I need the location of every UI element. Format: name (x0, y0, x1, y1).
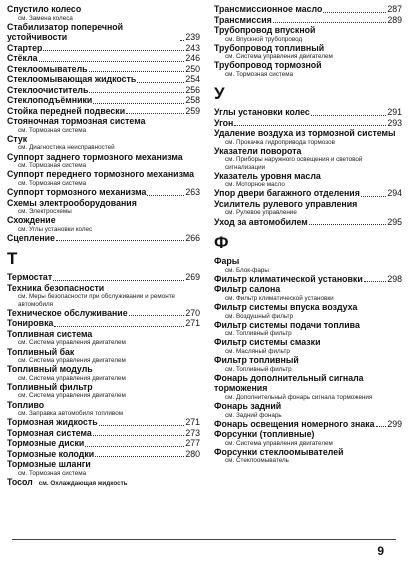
see-also-reference: см. Заправка автомобиля топливом (18, 410, 124, 418)
page-reference: 287 (387, 4, 402, 14)
index-term-line (214, 419, 402, 430)
section-letter: Ф (214, 233, 229, 253)
index-term: Форсунки стеклоомывателей (214, 446, 344, 457)
index-term-line (7, 272, 200, 283)
index-term-line (7, 459, 200, 470)
index-term-line (7, 74, 200, 85)
dot-leader (364, 281, 387, 282)
index-term-line (214, 43, 402, 54)
index-term: Стеклоподъёмники (7, 95, 93, 106)
index-term: Тормозные колодки (7, 448, 95, 459)
index-entry (7, 152, 200, 170)
index-term: Фильтр топливный (214, 355, 299, 366)
index-entry (7, 22, 200, 43)
index-term: Топливо (7, 399, 45, 410)
dot-leader (56, 240, 184, 241)
see-also-reference: см. Рулевое управление (225, 209, 297, 217)
index-term: Угон (214, 117, 234, 128)
index-term: Стеклоомыватель (7, 63, 88, 74)
index-term: Указатель уровня масла (214, 170, 321, 181)
index-term: Фонарь задний (214, 401, 282, 412)
index-term: Фильтр климатической установки (214, 273, 363, 284)
index-term-line (7, 233, 200, 244)
index-entry (7, 382, 200, 400)
index-entry (7, 187, 200, 198)
index-entry (214, 320, 402, 338)
index-entry (7, 198, 200, 216)
index-term: Стеклоочиститель (7, 84, 89, 95)
page-reference: 273 (185, 427, 200, 438)
index-entry (7, 116, 200, 134)
index-term: Топливный модуль (7, 364, 93, 375)
index-entry (214, 274, 402, 285)
see-also-reference: см. Замена колеса (18, 14, 73, 22)
index-term: Трансмиссионное масло (214, 4, 323, 14)
page-reference: 270 (185, 307, 200, 318)
index-term-line (7, 4, 200, 15)
dot-leader (376, 426, 387, 427)
index-term: Фильтр системы смазки (214, 337, 321, 348)
page-reference: 256 (185, 84, 200, 95)
index-term: Трансмиссия (214, 14, 272, 25)
index-term-line (7, 134, 200, 145)
index-entry (214, 217, 402, 228)
index-entry (7, 215, 200, 233)
index-term-line (7, 347, 200, 358)
page-reference: 291 (387, 107, 402, 118)
index-entry (214, 447, 402, 465)
index-term-line (7, 417, 200, 428)
index-term: Термостат (7, 272, 53, 283)
dot-leader (147, 195, 184, 196)
see-also-reference: см. Воздушный фильтр (225, 312, 294, 320)
see-also-reference: см. Тормозная система (18, 126, 87, 134)
dot-leader (234, 125, 386, 126)
dot-leader (95, 456, 184, 457)
page-reference: 243 (185, 42, 200, 53)
index-entry (7, 283, 200, 308)
index-term: Удаление воздуха из тормозной системы (214, 128, 396, 139)
index-entry (7, 43, 200, 54)
index-term: Указатели поворота (214, 145, 302, 156)
index-entry (7, 428, 200, 439)
index-term: Фильтр салона (214, 284, 281, 295)
index-entry (214, 256, 402, 274)
dot-leader (309, 224, 387, 225)
index-term-line (7, 22, 200, 43)
index-entry (7, 85, 200, 96)
index-term: Тормозные шланги (7, 459, 91, 470)
index-term: Топливный фильтр (7, 381, 93, 392)
page-reference: 258 (185, 95, 200, 106)
see-also-reference: см. Система управления двигателем (18, 392, 126, 400)
index-term-line (214, 15, 402, 26)
page-reference: 239 (185, 32, 200, 43)
page-reference: 280 (185, 448, 200, 459)
index-term-line (7, 116, 200, 127)
see-also-reference: см. Система управления двигателем (225, 53, 333, 61)
page-reference: 299 (387, 418, 402, 429)
index-term: Фонарь освещения номерного знака (214, 418, 375, 429)
index-entry (7, 459, 200, 477)
index-term: Тосол (7, 477, 33, 488)
dot-leader (273, 22, 387, 23)
index-term: Тормозная жидкость (7, 417, 98, 428)
index-term-line (214, 320, 402, 331)
see-also-reference: см. Приборы наружного освещения и световой сигнализации (225, 156, 363, 171)
see-also-reference: см. Система управления двигателем (18, 374, 126, 382)
index-term-line (7, 329, 200, 340)
see-also-reference: см. Система управления двигателем (18, 357, 126, 365)
see-also-reference: см. Впускной трубопровод (225, 35, 303, 43)
index-term-line (7, 428, 200, 439)
index-term-line (214, 199, 402, 210)
page-reference: 259 (185, 105, 200, 116)
index-entry (214, 284, 402, 302)
see-also-reference: см. Система управления двигателем (225, 439, 333, 447)
index-term: Фильтр системы подачи топлива (214, 319, 360, 330)
see-also-reference: см. Тормозная система (18, 469, 87, 477)
see-also-reference: см. Топливный фильтр (225, 330, 292, 338)
dot-leader (129, 315, 185, 316)
see-also-reference: см. Стеклоомыватель (225, 457, 289, 465)
index-term-line (214, 447, 402, 458)
index-entry (7, 318, 200, 329)
page-reference: 271 (185, 318, 200, 329)
dot-leader (39, 61, 185, 62)
index-entry (214, 199, 402, 217)
index-term-line (7, 152, 200, 163)
see-also-reference: см. Масляный фильтр (225, 347, 290, 355)
index-term-line (214, 429, 402, 440)
index-term-line (7, 308, 200, 319)
index-entry (7, 134, 200, 152)
see-also-reference: см. Дополнительный фонарь сигнала торможения (225, 393, 373, 401)
index-entry (214, 419, 402, 430)
index-term: Суппорт переднего тормозного механизма (7, 169, 195, 180)
index-term: Сцепление (7, 232, 55, 243)
index-term-line (7, 382, 200, 393)
index-term-line (7, 53, 200, 64)
page-reference: 298 (387, 273, 402, 284)
index-entry (7, 329, 200, 347)
index-term-line (214, 256, 402, 267)
see-also-reference: см. Блок-фары (225, 266, 269, 274)
index-term: Форсунки (топливные) (214, 429, 315, 440)
see-also-reference: см. Топливный фильтр (225, 365, 292, 373)
index-term-line (214, 128, 402, 139)
index-entry (214, 60, 402, 78)
index-term-line (7, 187, 200, 198)
index-entry (7, 438, 200, 449)
dot-leader (89, 71, 185, 72)
page-reference: 266 (185, 232, 200, 243)
index-term-line (214, 401, 402, 412)
see-also-reference: см. Фильтр климатической установки (225, 294, 334, 302)
index-term: Трубопровод впускной (214, 25, 316, 35)
index-entry (214, 43, 402, 61)
index-term-line (7, 64, 200, 75)
see-also-reference: см. Тормозная система (18, 162, 87, 170)
index-term-line (214, 146, 402, 157)
index-term-line (214, 107, 402, 118)
index-term-line (7, 283, 200, 294)
index-entry (7, 449, 200, 460)
see-also-reference: см. Тормозная система (225, 70, 294, 78)
index-term-line (214, 355, 402, 366)
index-term: Стук (7, 133, 28, 144)
index-term-line (214, 373, 402, 394)
page-reference: 250 (185, 63, 200, 74)
dot-leader (323, 12, 386, 13)
index-term: Схождение (7, 215, 56, 226)
index-term: Тормозные диски (7, 438, 85, 449)
index-entry (214, 25, 402, 43)
dot-leader (93, 103, 184, 104)
see-also-reference: см. Электросхемы (18, 208, 72, 216)
index-entry (214, 337, 402, 355)
index-entry (7, 364, 200, 382)
index-term: Упор двери багажного отделения (214, 188, 360, 199)
section-letter: Т (7, 249, 18, 269)
index-term-line (214, 171, 402, 182)
index-term-line (214, 60, 402, 71)
index-entry (214, 171, 402, 189)
index-term: Суппорт заднего тормозного механизма (7, 151, 183, 162)
dot-leader (89, 92, 184, 93)
index-term-line (7, 477, 200, 488)
index-entry (7, 417, 200, 428)
index-term: Топливная система (7, 328, 93, 339)
index-term-line (7, 449, 200, 460)
index-term-line (214, 337, 402, 348)
index-term: Техника безопасности (7, 282, 105, 293)
page-reference: 277 (185, 438, 200, 449)
index-entry (7, 169, 200, 187)
index-term-line (214, 25, 402, 36)
see-also-reference: см. Диагностика неисправностей (18, 144, 115, 152)
index-term-line (214, 188, 402, 199)
index-term: Усилитель рулевого управления (214, 198, 358, 209)
index-entry (7, 106, 200, 117)
index-term: Стеклоомывающая жидкость (7, 74, 137, 85)
footer-divider (12, 539, 396, 540)
index-term-line (214, 118, 402, 129)
index-entry (214, 355, 402, 373)
index-term: Схемы электрооборудования (7, 197, 137, 208)
page-reference: 295 (387, 216, 402, 227)
index-entry (214, 107, 402, 118)
index-term-line (214, 274, 402, 285)
index-column-right (214, 4, 402, 465)
index-entry (7, 4, 200, 22)
dot-leader (53, 280, 184, 281)
dot-leader (180, 40, 184, 41)
page-reference: 293 (387, 117, 402, 128)
index-entry (214, 188, 402, 199)
dot-leader (361, 196, 386, 197)
index-term: Тормозная система (7, 427, 92, 438)
see-also-reference: см. Моторное масло (225, 181, 285, 189)
index-term-line (7, 438, 200, 449)
page-reference: 294 (387, 188, 402, 199)
index-term: Трубопровод топливный (214, 42, 325, 53)
dot-leader (93, 435, 184, 436)
index-entry (7, 272, 200, 283)
see-also-reference: см. Охлаждающая жидкость (38, 480, 128, 488)
index-term: Уход за автомобилем (214, 216, 308, 227)
index-term: Техническое обслуживание (7, 307, 128, 318)
see-also-reference: см. Меры безопасности при обслуживании и ремонте автомобиля (18, 293, 176, 308)
dot-leader (311, 115, 386, 116)
section-letter: У (214, 84, 225, 104)
index-column-left (7, 4, 200, 488)
index-term-line (7, 364, 200, 375)
index-term: Фильтр системы впуска воздуха (214, 302, 358, 313)
index-term-line (214, 284, 402, 295)
index-entry (214, 4, 402, 15)
index-entry (7, 347, 200, 365)
dot-leader (43, 50, 184, 51)
index-term: Тонировка (7, 318, 54, 329)
see-also-reference: см. Задний фонарь (225, 411, 282, 419)
index-entry (214, 118, 402, 129)
index-term: Стояночная тормозная система (7, 116, 146, 127)
index-term-line (7, 85, 200, 96)
dot-leader (85, 446, 184, 447)
index-term: Стёкла (7, 53, 38, 64)
index-term-line (7, 106, 200, 117)
index-term-line (7, 198, 200, 209)
index-term: Фары (214, 256, 240, 267)
page-reference: 246 (185, 53, 200, 64)
page-reference: 271 (185, 417, 200, 428)
index-entry (7, 95, 200, 106)
see-also-reference: см. Тормозная система (18, 179, 87, 187)
page-reference: 289 (387, 14, 402, 25)
dot-leader (137, 82, 184, 83)
see-also-reference: см. Система управления двигателем (18, 339, 126, 347)
index-term: Суппорт тормозного механизма (7, 187, 147, 198)
see-also-reference: см. Углы установки колес (18, 225, 93, 233)
page-number: 9 (377, 544, 384, 558)
index-term-line (7, 318, 200, 329)
index-term: Трубопровод тормозной (214, 60, 322, 71)
index-term: Спустило колесо (7, 4, 82, 14)
index-entry (7, 74, 200, 85)
index-entry (214, 302, 402, 320)
index-term-line (7, 43, 200, 54)
index-entry (214, 146, 402, 171)
index-entry (214, 15, 402, 26)
index-term-line (214, 217, 402, 228)
index-term: Стойка передней подвески (7, 105, 126, 116)
index-term: Топливный бак (7, 346, 75, 357)
index-term-line (214, 302, 402, 313)
index-entry (214, 401, 402, 419)
index-entry (7, 400, 200, 418)
index-entry (214, 373, 402, 401)
page-reference: 269 (185, 272, 200, 283)
page-reference: 254 (185, 74, 200, 85)
page-reference: 263 (185, 187, 200, 198)
dot-leader (126, 113, 184, 114)
index-term: Стартер (7, 42, 43, 53)
index-term-line (7, 215, 200, 226)
index-entry (7, 233, 200, 244)
index-entry (7, 53, 200, 64)
index-term: Стабилизатор поперечной устойчивости (7, 21, 124, 43)
index-term-line (214, 4, 402, 15)
see-also-reference: см. Прокачка гидропривода тормозов (225, 138, 335, 146)
index-term-line (7, 95, 200, 106)
index-entry (7, 477, 200, 488)
index-entry (214, 128, 402, 146)
dot-leader (54, 326, 184, 327)
index-term: Углы установки колес (214, 107, 310, 118)
index-term-line (7, 169, 200, 180)
index-entry (7, 308, 200, 319)
index-entry (214, 429, 402, 447)
dot-leader (99, 425, 185, 426)
index-term: Фонарь дополнительный сигнала торможения (214, 372, 364, 394)
index-entry (7, 64, 200, 75)
index-term-line (7, 400, 200, 411)
